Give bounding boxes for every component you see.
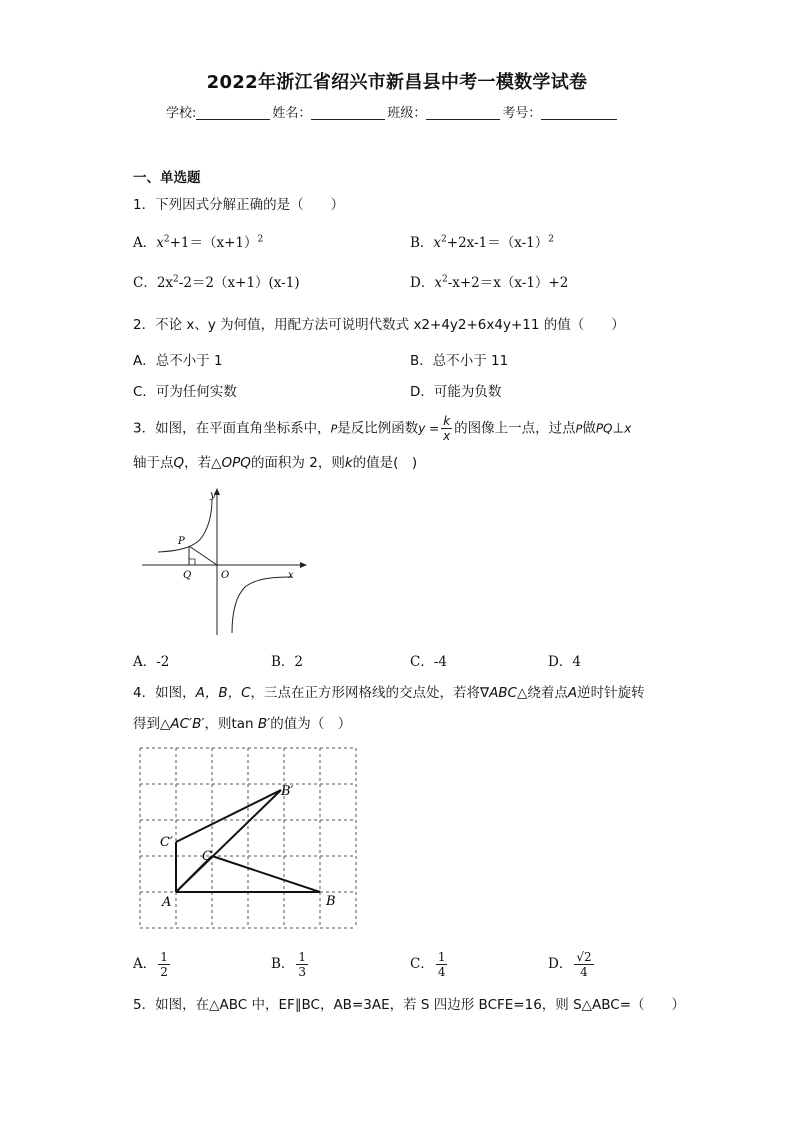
q4-a-label: A． bbox=[133, 956, 157, 972]
q4-d-label: D． bbox=[548, 956, 573, 972]
q3-yeq: y = bbox=[418, 421, 440, 436]
q4-segment-cprime-bprime bbox=[176, 790, 281, 842]
q3-xaxis: x bbox=[624, 421, 632, 436]
q4-option-d[interactable] bbox=[548, 950, 596, 979]
q4-bprime: B′ bbox=[257, 716, 271, 732]
q4-b-frac bbox=[296, 950, 308, 979]
q4-label-b: B bbox=[326, 894, 336, 909]
q3-s2c: 的面积为 2，则 bbox=[250, 455, 345, 471]
q1-c-label: C． bbox=[133, 275, 157, 291]
q3-s2d: 的值是( ) bbox=[352, 455, 418, 471]
q4-label-bprime: B′ bbox=[281, 784, 294, 799]
q4-d-num: √2 bbox=[576, 950, 592, 964]
student-info-row bbox=[166, 102, 619, 121]
q3-pq: PQ bbox=[595, 421, 613, 436]
q4-b-label: B． bbox=[271, 956, 295, 972]
q3-frac-num: k bbox=[443, 414, 451, 428]
q4-a-num: 1 bbox=[160, 950, 168, 964]
q3-p2: P bbox=[575, 422, 583, 436]
q4-label-cprime: C′ bbox=[160, 835, 173, 850]
q3-label-y: y bbox=[210, 490, 216, 501]
q2-option-c[interactable]: C．可为任何实数 bbox=[133, 384, 237, 400]
q2-option-d[interactable]: D．可能为负数 bbox=[410, 384, 502, 400]
q3-k2: k bbox=[344, 455, 353, 471]
q4-c-frac bbox=[436, 950, 448, 979]
q4-stem-line1 bbox=[133, 681, 645, 701]
q4-option-a[interactable] bbox=[133, 950, 172, 979]
q3-s2a: 轴于点 bbox=[133, 455, 174, 471]
q3-right-angle-mark bbox=[189, 559, 195, 565]
q2-stem: 2．不论 x、y 为何值，用配方法可说明代数式 x2+4y2+6x4y+11 的值（ ） bbox=[133, 317, 625, 333]
q4-s1d: 逆时针旋转 bbox=[577, 685, 645, 701]
q1-b-label: B． bbox=[410, 235, 434, 251]
q4-s1c: △绕着点 bbox=[517, 685, 568, 701]
q1-a-sup: 2 bbox=[163, 234, 170, 245]
q4-s1b: ，三点在正方形网格线的交点处，若将∇ bbox=[250, 685, 490, 701]
q4-a-frac bbox=[158, 950, 170, 979]
school-blank[interactable] bbox=[196, 106, 270, 120]
q4-segment-abprime bbox=[176, 790, 281, 892]
name-label: 姓名： bbox=[272, 106, 312, 121]
q2-option-a[interactable]: A．总不小于 1 bbox=[133, 353, 223, 369]
q3-stem-line1 bbox=[133, 414, 631, 443]
q3-s1c: 的图像上一点，过点 bbox=[454, 420, 576, 437]
q4-c-num: 1 bbox=[437, 950, 446, 964]
q4-d-frac bbox=[574, 950, 593, 979]
q3-opq: OPQ bbox=[221, 455, 251, 471]
q3-option-d[interactable]: D．4 bbox=[548, 654, 581, 670]
q3-q: Q bbox=[173, 455, 185, 471]
q1-c-sup: 2 bbox=[173, 274, 179, 285]
q1-c-text-1: 2x bbox=[156, 275, 174, 291]
q3-s1b: 是反比例函数 bbox=[337, 420, 419, 437]
q3-label-x: x bbox=[288, 570, 294, 581]
q3-s2b: ，若△ bbox=[184, 455, 222, 471]
q4-option-b[interactable] bbox=[271, 950, 310, 979]
q3-frac-den: x bbox=[443, 429, 451, 443]
q4-a-den: 2 bbox=[160, 965, 168, 979]
section-title: 一、单选题 bbox=[133, 170, 201, 186]
q4-s2c: 的值为（ ） bbox=[270, 716, 352, 732]
q3-label-o: O bbox=[221, 570, 230, 581]
q3-segment-po bbox=[189, 546, 217, 565]
q1-stem: 1．下列因式分解正确的是（ ） bbox=[133, 197, 345, 213]
name-blank[interactable] bbox=[311, 106, 385, 120]
q1-a-sup-end: 2 bbox=[257, 234, 264, 245]
q4-c-den: 4 bbox=[437, 965, 446, 979]
q3-x-arrow bbox=[300, 562, 307, 568]
q1-b-sup: 2 bbox=[441, 234, 447, 245]
q3-s1d: 做 bbox=[582, 420, 596, 437]
q4-s2b: ，则 bbox=[204, 716, 232, 732]
q3-label-q: Q bbox=[183, 570, 192, 581]
q1-b-sup-end: 2 bbox=[548, 234, 554, 245]
q1-a-label: A． bbox=[133, 235, 157, 251]
paper-title: 2022年浙江省绍兴市新昌县中考一模数学试卷 bbox=[206, 72, 588, 93]
q2-option-b[interactable]: B．总不小于 11 bbox=[410, 353, 509, 369]
class-label: 班级： bbox=[387, 106, 427, 121]
q1-b-text-1: x bbox=[433, 235, 442, 251]
q5-stem: 5．如图，在△ABC 中，EF∥BC，AB=3AE，若 S 四边形 BCFE=16，则 S△ABC=（ ） bbox=[133, 997, 686, 1013]
id-label: 考号： bbox=[502, 106, 542, 121]
school-label: 学校: bbox=[166, 106, 197, 121]
class-blank[interactable] bbox=[426, 106, 500, 120]
q1-option-a[interactable] bbox=[133, 231, 263, 251]
q1-option-b[interactable] bbox=[410, 231, 554, 251]
q3-p: P bbox=[330, 422, 338, 436]
q4-label-a: A bbox=[162, 895, 172, 910]
q4-segment-cb bbox=[212, 856, 320, 892]
q4-pts: A，B，C bbox=[195, 685, 251, 701]
q4-abc: ABC bbox=[489, 685, 517, 701]
q4-label-c: C bbox=[202, 849, 212, 864]
q1-d-text-1: x bbox=[434, 275, 442, 291]
q1-option-c[interactable] bbox=[133, 271, 300, 291]
q3-option-b[interactable]: B．2 bbox=[271, 654, 304, 670]
q4-stem-line2 bbox=[133, 712, 351, 732]
q3-option-a[interactable]: A．-2 bbox=[133, 654, 170, 670]
q3-s1a: 3．如图，在平面直角坐标系中， bbox=[133, 420, 331, 437]
q3-label-p: P bbox=[178, 536, 185, 547]
q3-fraction bbox=[441, 414, 452, 443]
q4-s1a: 4．如图， bbox=[133, 685, 196, 701]
q3-stem-line2 bbox=[133, 451, 417, 471]
q4-d-den: 4 bbox=[580, 965, 588, 979]
q1-c-text-2: -2＝2（x+1）(x-1) bbox=[178, 275, 300, 291]
q4-grid-figure bbox=[130, 742, 370, 942]
q3-option-c[interactable]: C．-4 bbox=[410, 654, 447, 670]
q4-apt: A bbox=[567, 685, 578, 701]
q4-tan: tan bbox=[231, 716, 254, 732]
q1-b-text-2: +2x-1＝（x-1） bbox=[446, 235, 549, 251]
q4-c-label: C． bbox=[410, 956, 434, 972]
q1-d-text-2: -x+2＝x（x-1）+2 bbox=[447, 275, 569, 291]
q3-branch-lower-right bbox=[232, 577, 292, 633]
q4-b-num: 1 bbox=[298, 950, 307, 964]
q1-a-text-2: +1＝（x+1） bbox=[169, 235, 258, 251]
q1-d-label: D． bbox=[410, 275, 435, 291]
q3-hyperbola-graph bbox=[140, 485, 310, 640]
q1-option-d[interactable] bbox=[410, 271, 568, 291]
q1-d-sup: 2 bbox=[441, 274, 448, 285]
q4-option-c[interactable] bbox=[410, 950, 449, 979]
id-blank[interactable] bbox=[541, 106, 617, 120]
q4-b-den: 3 bbox=[298, 965, 307, 979]
q4-acb: AC′B′ bbox=[170, 716, 205, 732]
q3-perp: ⊥ bbox=[612, 420, 625, 437]
q1-a-text-1: x bbox=[156, 235, 164, 251]
q3-branch-upper-left bbox=[158, 499, 212, 552]
q4-s2a: 得到△ bbox=[133, 716, 171, 732]
